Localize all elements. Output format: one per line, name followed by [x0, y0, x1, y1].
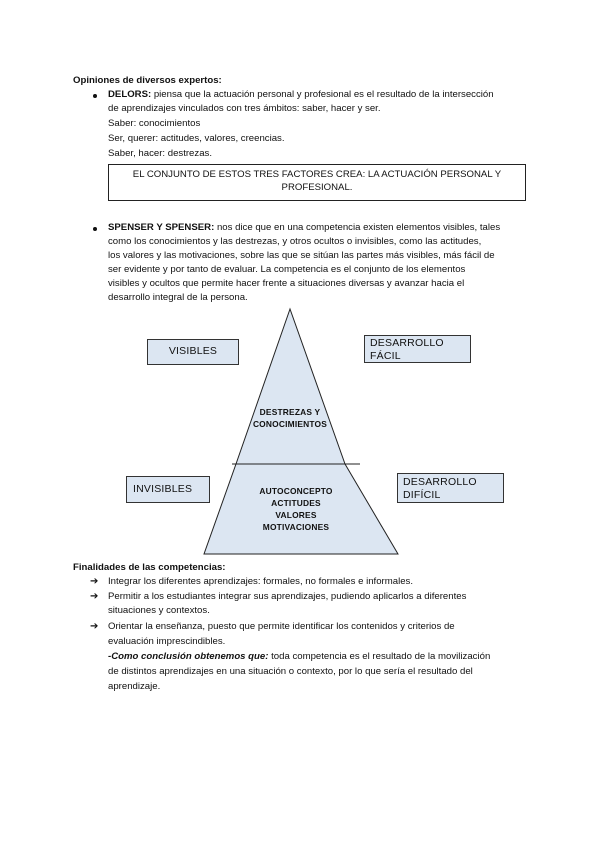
conclusion-text-1: toda competencia es el resultado de la movilización: [268, 651, 491, 662]
finalidad-item-3-line-2: evaluación imprescindibles.: [108, 636, 226, 647]
spenser-line-2: como los conocimientos y las destrezas, y otros ocultos o invisibles, como las actitudes,: [108, 236, 482, 247]
pyramid-top-line-1: DESTREZAS Y: [259, 407, 321, 417]
conclusion-line-1: [108, 650, 490, 664]
delors-line-5: Saber, hacer: destrezas.: [108, 148, 212, 159]
spenser-line-5: visibles y ocultos que permite hacer frente a situaciones diversas y avanzar hacia el: [108, 278, 465, 289]
arrow-bullet-icon: ➔: [90, 576, 99, 587]
spenser-line-3: los valores y las motivaciones, sobre las que se sitúan las partes más visibles, más fácil de: [108, 250, 495, 261]
invisibles-label: INVISIBLES: [126, 476, 210, 503]
conjunto-box-line-2: PROFESIONAL.: [281, 182, 353, 193]
spenser-line-4: ser evidente y por tanto de evaluar. La competencia es el conjunto de los elementos: [108, 264, 466, 275]
conjunto-box-line-1: EL CONJUNTO DE ESTOS TRES FACTORES CREA: LA ACTUACIÓN PERSONAL Y: [132, 169, 502, 180]
desarrollo-dificil-label: [397, 473, 504, 503]
delors-text-1: piensa que la actuación personal y profesional es el resultado de la intersección: [151, 89, 494, 100]
finalidad-item-2-line-2: situaciones y contextos.: [108, 605, 210, 616]
section-heading-finalidades: Finalidades de las competencias:: [73, 562, 226, 573]
visibles-label: VISIBLES: [147, 339, 239, 365]
desarrollo-dificil-line-1: DESARROLLO: [403, 476, 477, 488]
finalidad-item-2-line-1: Permitir a los estudiantes integrar sus aprendizajes, pudiendo aplicarlos a diferentes: [108, 591, 467, 602]
arrow-bullet-icon: ➔: [90, 591, 99, 602]
delors-line-4: Ser, querer: actitudes, valores, creencias.: [108, 133, 285, 144]
desarrollo-facil-line-1: DESARROLLO: [370, 337, 444, 349]
pyramid-bottom-line-3: VALORES: [275, 510, 317, 520]
pyramid-top-label: [248, 406, 332, 430]
delors-line-3: Saber: conocimientos: [108, 118, 201, 129]
section-heading-opiniones: Opiniones de diversos expertos:: [73, 75, 222, 86]
desarrollo-facil-label: [364, 335, 471, 363]
desarrollo-dificil-line-2: DIFÍCIL: [403, 489, 441, 501]
pyramid-top-line-2: CONOCIMIENTOS: [252, 419, 328, 429]
conclusion-line-2: de distintos aprendizajes en una situación o contexto, por lo que sería el resultado del: [108, 666, 473, 677]
spenser-line-6: desarrollo integral de la persona.: [108, 292, 248, 303]
finalidad-item-1: Integrar los diferentes aprendizajes: formales, no formales e informales.: [108, 576, 414, 587]
delors-name: DELORS:: [108, 89, 152, 100]
pyramid-bottom-label: [246, 485, 346, 533]
spenser-text-1: nos dice que en una competencia existen elementos visibles, tales: [214, 222, 501, 233]
arrow-bullet-icon: ➔: [90, 621, 99, 632]
pyramid-bottom-line-4: MOTIVACIONES: [262, 522, 330, 532]
finalidad-item-3-line-1: Orientar la enseñanza, puesto que permite identificar los contenidos y criterios de: [108, 621, 455, 632]
pyramid-top-section: [236, 309, 345, 464]
conclusion-label: -Como conclusión obtenemos que:: [108, 651, 269, 662]
pyramid-bottom-line-1: AUTOCONCEPTO: [259, 486, 333, 496]
delors-line-2: de aprendizajes vinculados con tres ámbitos: saber, hacer y ser.: [108, 103, 381, 114]
conclusion-line-3: aprendizaje.: [108, 681, 161, 692]
spenser-name: SPENSER Y SPENSER:: [108, 222, 215, 233]
pyramid-bottom-line-2: ACTITUDES: [271, 498, 321, 508]
desarrollo-facil-line-2: FÁCIL: [370, 350, 401, 362]
